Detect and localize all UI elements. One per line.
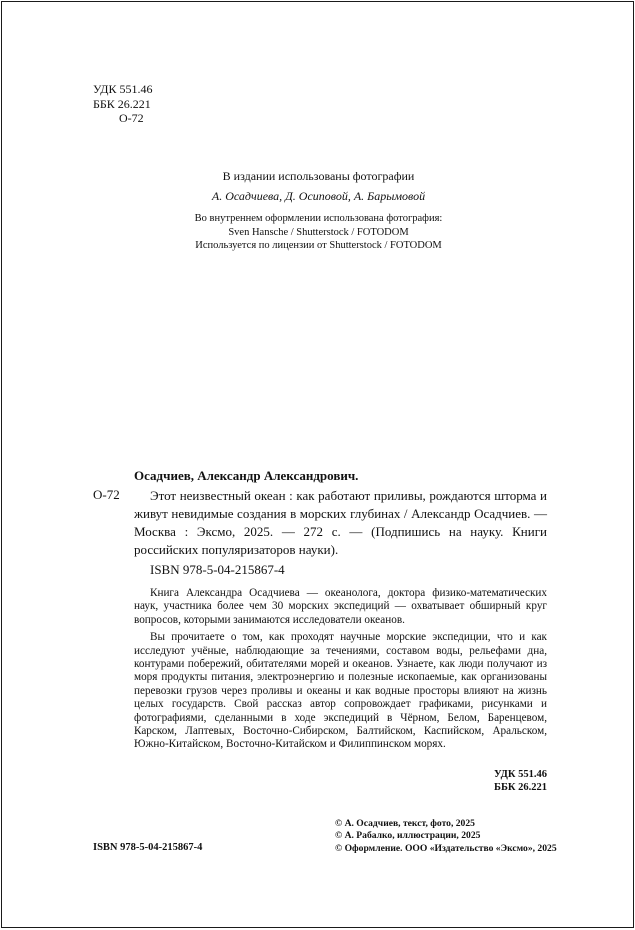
interior-credit-line: Во внутреннем оформлении использована фотография: — [194, 213, 443, 224]
classification-block-top — [93, 82, 152, 126]
annotation-paragraph: Вы прочитаете о том, как проходят научные морские экспедиции, что и как исследуют учёные, наблюдающие за течениями, составом воды, рельефами дна, контурами побережий, обитателями морей и океанов. Узнаете, как люди получают из моря продукты питания, электроэнергию и полезные ископаемые, как организованы перевозки грузов через проливы и океаны и как водные просторы влияют на жизнь целых государств. Свой рассказ автор сопровождает графиками, рисунками и фотографиями, сделанными в ходе экспедиций в Чёрном, Белом, Баренцевом, Карском, Лаптевых, Восточно-Сибирском, Балтийском, Каспийском, Аральском, Южно-Китайском, Восточно-Китайском и Филиппинском морях. — [134, 631, 547, 751]
imprint-page — [1, 1, 634, 928]
udk-code: УДК 551.46 — [93, 82, 153, 96]
interior-credit-line: Sven Hansche / Shutterstock / FOTODOM — [228, 226, 409, 238]
classification-block-bottom — [2, 768, 547, 794]
isbn-bottom: ISBN 978-5-04-215867-4 — [93, 842, 203, 853]
photographer-names: А. Осадчиева, Д. Осиповой, А. Барымовой — [211, 189, 426, 203]
interior-credits — [2, 212, 635, 253]
annotation-paragraph: Книга Александра Осадчиева — океанолога, доктора физико-математических наук, участника более чем 30 морских экспедиций — охватывает обширный круг вопросов, которыми занимаются исследователи океанов. — [134, 587, 547, 626]
photo-credit-note — [2, 166, 635, 206]
author-heading: Осадчиев, Александр Александрович. — [134, 468, 359, 483]
annotation — [134, 587, 547, 756]
copyright-line: © А. Осадчиев, текст, фото, 2025 — [335, 818, 475, 829]
bbk-code: ББК 26.221 — [93, 96, 151, 111]
interior-credit-line: Используется по лицензии от Shutterstock / FOTODOM — [195, 240, 442, 251]
copyright-line: © А. Рабалко, иллюстрации, 2025 — [335, 830, 481, 842]
bbk-code-bottom: ББК 26.221 — [494, 782, 547, 793]
copyright-line: © Оформление. ООО «Издательство «Эксмо», 2025 — [335, 842, 557, 854]
isbn-record: ISBN 978-5-04-215867-4 — [150, 562, 285, 577]
author-mark: О-72 — [119, 111, 144, 125]
record-author-mark: О-72 — [93, 487, 120, 502]
title-statement: Этот неизвестный океан : как работают приливы, рождаются шторма и живут невидимые создания в морских глубинах / Александр Осадчиев. — Москва : Эксмо, 2025. — 272 с. — (Подпишись на науку. Книги российских популяризаторов науки). — [134, 488, 547, 557]
photo-credit-line: В издании использованы фотографии — [222, 169, 415, 183]
udk-code-bottom: УДК 551.46 — [494, 769, 547, 780]
copyright-block — [335, 818, 557, 855]
